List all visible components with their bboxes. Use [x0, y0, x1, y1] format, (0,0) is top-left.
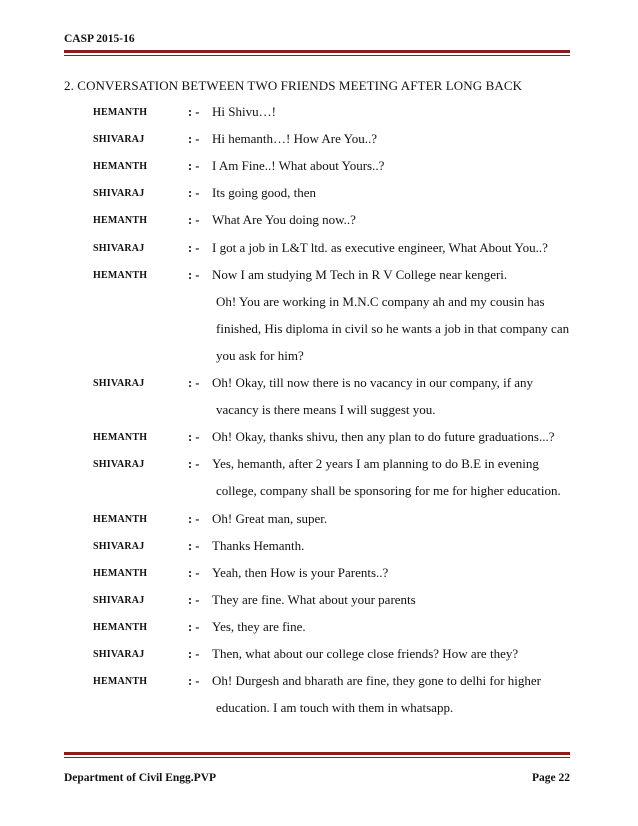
speaker-separator: : - [188, 565, 200, 580]
dialogue-entry [0, 266, 638, 363]
speaker-name: HEMANTH [93, 432, 148, 444]
speaker-name: HEMANTH [93, 215, 148, 227]
footer-rule [64, 752, 570, 755]
dialogue-entry [0, 592, 638, 612]
dialogue-line: I got a job in L&T ltd. as executive engineer, What About You..? [212, 239, 548, 255]
dialogue-entry [0, 104, 638, 124]
speaker-name: SHIVARAJ [93, 540, 145, 552]
dialogue-line: They are fine. What about your parents [212, 591, 416, 607]
dialogue-line: What Are You doing now..? [212, 212, 356, 228]
speaker-separator: : - [188, 430, 200, 445]
speaker-name: SHIVARAJ [93, 594, 145, 606]
footer-department: Department of Civil Engg.PVP [64, 772, 217, 784]
dialogue-line: Thanks Hemanth. [212, 537, 305, 553]
dialogue-entry [0, 131, 638, 151]
dialogue-entry [0, 456, 638, 499]
dialogue-line: Yes, they are fine. [212, 618, 306, 634]
speaker-name: SHIVARAJ [93, 649, 145, 660]
dialogue-entry [0, 212, 638, 232]
dialogue-continuation-line: education. I am touch with them in whatsapp. [216, 700, 454, 716]
dialogue-line: Oh! Okay, thanks shivu, then any plan to do future graduations...? [212, 429, 555, 445]
speaker-name: HEMANTH [93, 107, 148, 118]
speaker-separator: : - [188, 674, 200, 689]
dialogue-line: Its going good, then [212, 185, 316, 201]
speaker-name: HEMANTH [93, 621, 148, 633]
dialogue-entry [0, 646, 638, 666]
dialogue-line: Yeah, then How is your Parents..? [212, 564, 389, 580]
dialogue-continuation-line: Oh! You are working in M.N.C company ah and my cousin has [216, 293, 545, 309]
footer-page-number: Page 22 [531, 772, 570, 784]
section-heading: 2. CONVERSATION BETWEEN TWO FRIENDS MEETING AFTER LONG BACK [64, 78, 523, 93]
speaker-separator: : - [188, 619, 200, 634]
dialogue-line: Oh! Great man, super. [212, 510, 328, 526]
dialogue-continuation-line: college, company shall be sponsoring for me for higher education. [216, 483, 561, 499]
dialogue-line: Hi hemanth…! How Are You..? [212, 131, 378, 147]
dialogue-entry [0, 185, 638, 205]
speaker-separator: : - [188, 376, 200, 390]
speaker-separator: : - [188, 457, 200, 472]
dialogue-line: Yes, hemanth, after 2 years I am planning to do B.E in evening [212, 456, 539, 472]
speaker-separator: : - [188, 159, 200, 174]
speaker-separator: : - [188, 240, 200, 255]
speaker-separator: : - [188, 105, 200, 119]
dialogue-continuation-line: you ask for him? [216, 347, 304, 363]
dialogue-entry [0, 619, 638, 639]
speaker-name: SHIVARAJ [93, 459, 145, 471]
dialogue-continuation-line: vacancy is there means I will suggest you. [216, 402, 436, 418]
dialogue-entry [0, 565, 638, 585]
dialogue-entry [0, 158, 638, 178]
speaker-name: HEMANTH [93, 676, 148, 688]
dialogue-entry [0, 511, 638, 531]
speaker-name: HEMANTH [93, 161, 148, 173]
dialogue-entry [0, 429, 638, 449]
dialogue-line: Oh! Okay, till now there is no vacancy in our company, if any [212, 375, 534, 390]
speaker-name: HEMANTH [93, 269, 148, 281]
speaker-separator: : - [188, 511, 200, 526]
dialogue-entry [0, 375, 638, 418]
speaker-separator: : - [188, 132, 200, 147]
dialogue-entry [0, 673, 638, 716]
speaker-name: HEMANTH [93, 513, 148, 525]
dialogue-line: Oh! Durgesh and bharath are fine, they gone to delhi for higher [212, 673, 541, 689]
dialogue-entry [0, 240, 638, 260]
speaker-name: SHIVARAJ [93, 378, 145, 389]
footer-rule-thin [64, 757, 570, 758]
dialogue-line: Now I am studying M Tech in R V College near kengeri. [212, 266, 508, 282]
header-rule-thin [64, 55, 570, 56]
header-rule [64, 50, 570, 53]
speaker-separator: : - [188, 186, 200, 201]
speaker-separator: : - [188, 267, 200, 282]
document-header-title: CASP 2015-16 [64, 33, 135, 45]
speaker-separator: : - [188, 538, 200, 553]
dialogue-line: Then, what about our college close friends? How are they? [212, 646, 519, 661]
dialogue-continuation-line: finished, His diploma in civil so he wants a job in that company can [216, 320, 570, 336]
speaker-separator: : - [188, 213, 200, 228]
dialogue-entry [0, 538, 638, 558]
speaker-name: HEMANTH [93, 567, 148, 579]
speaker-name: SHIVARAJ [93, 134, 145, 146]
speaker-name: SHIVARAJ [93, 242, 145, 254]
dialogue-line: Hi Shivu…! [212, 104, 276, 119]
speaker-separator: : - [188, 647, 200, 661]
speaker-separator: : - [188, 592, 200, 607]
dialogue-line: I Am Fine..! What about Yours..? [212, 158, 385, 174]
speaker-name: SHIVARAJ [93, 188, 145, 200]
